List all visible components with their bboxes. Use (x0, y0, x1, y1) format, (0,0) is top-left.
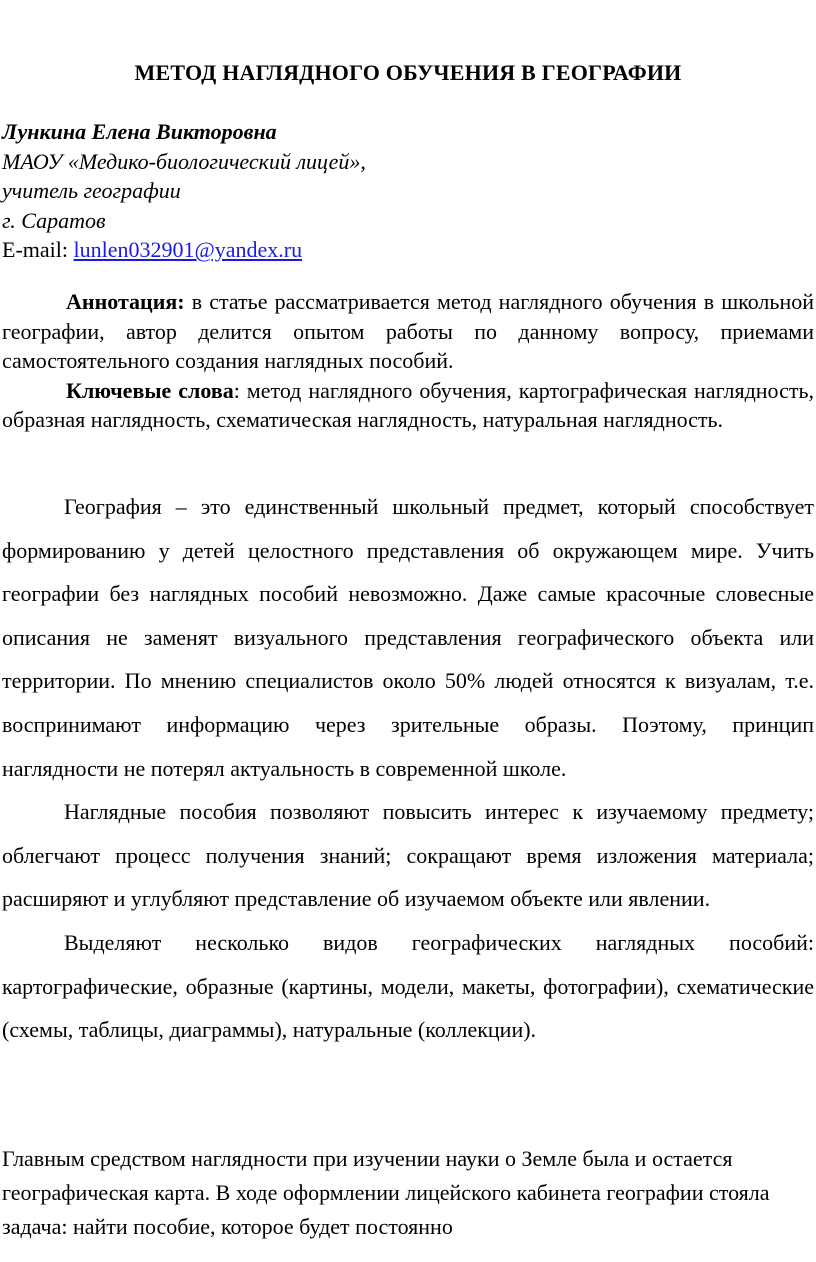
author-organization: МАОУ «Медико-биологический лицей», (2, 148, 366, 174)
final-paragraph: Главным средством наглядности при изучении науки о Земле была и остается географическая карта. В ходе оформлении лицейского кабинета географии стояла задача: найти пособие, которое будет постоянно (2, 1146, 770, 1239)
body-paragraph: Наглядные пособия позволяют повысить интерес к изучаемому предмету; облегчают процесс получения знаний; сокращают время изложения материала; расширяют и углубляют представление об изучаемом объекте или явлении. (2, 799, 814, 912)
final-paragraph-block (2, 1142, 814, 1244)
keywords-paragraph (2, 376, 814, 435)
abstract-section (2, 287, 814, 435)
email-link[interactable]: lunlen032901@yandex.ru (73, 237, 303, 262)
abstract-text: в статье рассматривается метод наглядного обучения в школьной географии, автор делится опытом работы по данному вопросу, приемами самостоятельного создания наглядных пособий. (2, 289, 814, 373)
author-position: учитель географии (2, 178, 181, 203)
keywords-label: Ключевые слова (66, 377, 234, 403)
author-city: г. Саратов (2, 207, 106, 233)
author-name: Лункина Елена Викторовна (2, 119, 277, 144)
body-paragraph: Выделяют несколько видов географических наглядных пособий: картографические, образные (картины, модели, макеты, фотографии), схематические (схемы, таблицы, диаграммы), натуральные (коллекции). (2, 929, 814, 1043)
abstract-label: Аннотация: (66, 289, 185, 314)
author-email-line (2, 235, 366, 265)
body-text (2, 485, 814, 1052)
email-label: E-mail: (2, 237, 74, 262)
body-paragraph: География – это единственный школьный предмет, который способствует формированию у детей целостного представления об окружающем мире. Учить географии без наглядных пособий невозможно. Даже самые красочные словесные описания не заменят визуального представления географического объекта или территории. По мнению специалистов около 50% людей относятся к визуалам, т.е. воспринимают информацию через зрительные образы. Поэтому, принцип наглядности не потерял актуальность в современной школе. (2, 494, 814, 781)
document-title: МЕТОД НАГЛЯДНОГО ОБУЧЕНИЯ В ГЕОГРАФИИ (134, 60, 682, 85)
abstract-paragraph (2, 287, 814, 376)
keywords-text: : метод наглядного обучения, картографическая наглядность, образная наглядность, схематическая наглядность, натуральная наглядность. (2, 377, 815, 432)
author-block (2, 117, 366, 265)
